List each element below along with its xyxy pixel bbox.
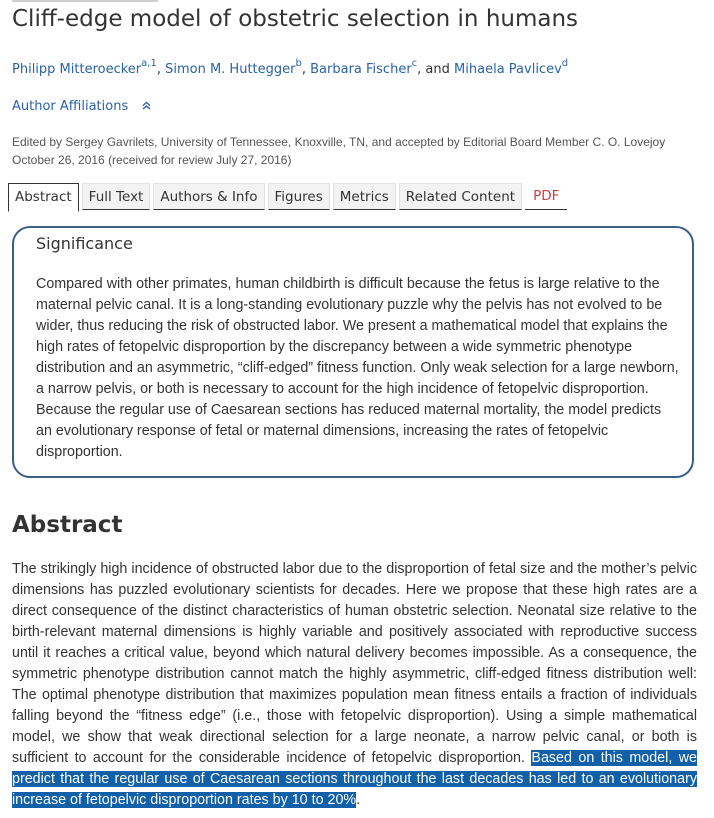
abstract-heading: Abstract	[12, 512, 123, 538]
article-tabs	[8, 183, 570, 212]
author-separator: ,	[301, 62, 306, 77]
significance-text: Compared with other primates, human childbirth is difficult because the fetus is large relative to the maternal pelvic canal. It is a long-standing evolutionary puzzle why the pelvis has not evolved to be wider, thus reducing the risk of obstructed labor. We present a mathematical model that explains the high rates of fetopelvic disproportion by the discrepancy between a wide symmetric phenotype distribution and an asymmetric, “cliff-edged” fitness function. Only weak selection for a large newborn, a narrow pelvis, or both is necessary to account for the high incidence of fetopelvic disproportion. Because the regular use of Caesarean sections has reduced maternal mortality, the model predicts an evolutionary response of fetal or maternal dimensions, increasing the rates of fetopelvic disproportion.	[36, 276, 679, 460]
abstract-text	[12, 559, 697, 811]
abstract-body: The strikingly high incidence of obstructed labor due to the disproportion of fetal size and the mother’s pelvic dimensions has puzzled evolutionary scientists for decades. Here we propose that these high rates are a direct consequence of the distinct characteristics of human obstetric selection. Neonatal size relative to the birth-relevant maternal dimensions is highly variable and positively associated with reproductive success until it reaches a critical value, beyond which natural delivery becomes impossible. As a consequence, the symmetric phenotype distribution cannot match the highly asymmetric, cliff-edged fitness distribution well: The optimal phenotype distribution that maximizes population mean fitness entails a fraction of individuals falling beyond the “fitness edge” (i.e., those with fetopelvic disproportion). Using a simple mathematical model, we show that weak directional selection for a large neonate, a narrow pelvic canal, or both is sufficient to account for the considerable incidence of fetopelvic disproportion.	[12, 561, 697, 766]
author-list	[12, 58, 568, 77]
abstract-tail: .	[356, 792, 361, 808]
significance-heading: Significance	[36, 234, 133, 253]
top-divider	[12, 0, 158, 2]
author-separator: , and	[417, 62, 450, 77]
author-affil-sup[interactable]: c	[411, 58, 418, 69]
author-affiliations-toggle[interactable]	[12, 99, 151, 114]
author-separator: ,	[156, 62, 161, 77]
tab-pdf[interactable]: PDF	[525, 183, 567, 210]
tab-metrics[interactable]: Metrics	[333, 183, 396, 210]
selected-text-highlight: Based on this model, we predict that the regular use of Caesarean sections throughout the last decades has led to an evolutionary increase of fetopelvic disproportion rates by 10 to 20%	[12, 750, 697, 808]
author-link-mitteroecker[interactable]: Philipp Mitteroecker	[12, 62, 142, 77]
article-title: Cliff-edge model of obstetric selection in humans	[12, 6, 579, 32]
author-link-huttegger[interactable]: Simon M. Huttegger	[165, 62, 296, 77]
tab-figures[interactable]: Figures	[268, 183, 330, 210]
tab-authors-info[interactable]: Authors & Info	[153, 183, 264, 210]
edited-by-line: Edited by Sergey Gavrilets, University of Tennessee, Knoxville, TN, and accepted by Editorial Board Member C. O. Lovejoy	[12, 135, 666, 149]
author-link-fischer[interactable]: Barbara Fischer	[310, 62, 412, 77]
author-affil-sup[interactable]: d	[561, 58, 569, 69]
author-affiliations-label: Author Affiliations	[12, 99, 129, 114]
tab-abstract[interactable]: Abstract	[8, 183, 79, 212]
tab-related-content[interactable]: Related Content	[399, 183, 522, 210]
significance-box	[12, 226, 694, 478]
author-link-pavlicev[interactable]: Mihaela Pavlicev	[454, 62, 562, 77]
tab-full-text[interactable]: Full Text	[82, 183, 151, 210]
received-date-line: October 26, 2016 (received for review July 27, 2016)	[12, 153, 292, 167]
author-affil-sup[interactable]: b	[295, 58, 302, 69]
editorial-info	[12, 133, 665, 169]
author-affil-sup[interactable]: a,1	[141, 58, 157, 69]
chevron-up-double-icon[interactable]	[142, 100, 151, 113]
